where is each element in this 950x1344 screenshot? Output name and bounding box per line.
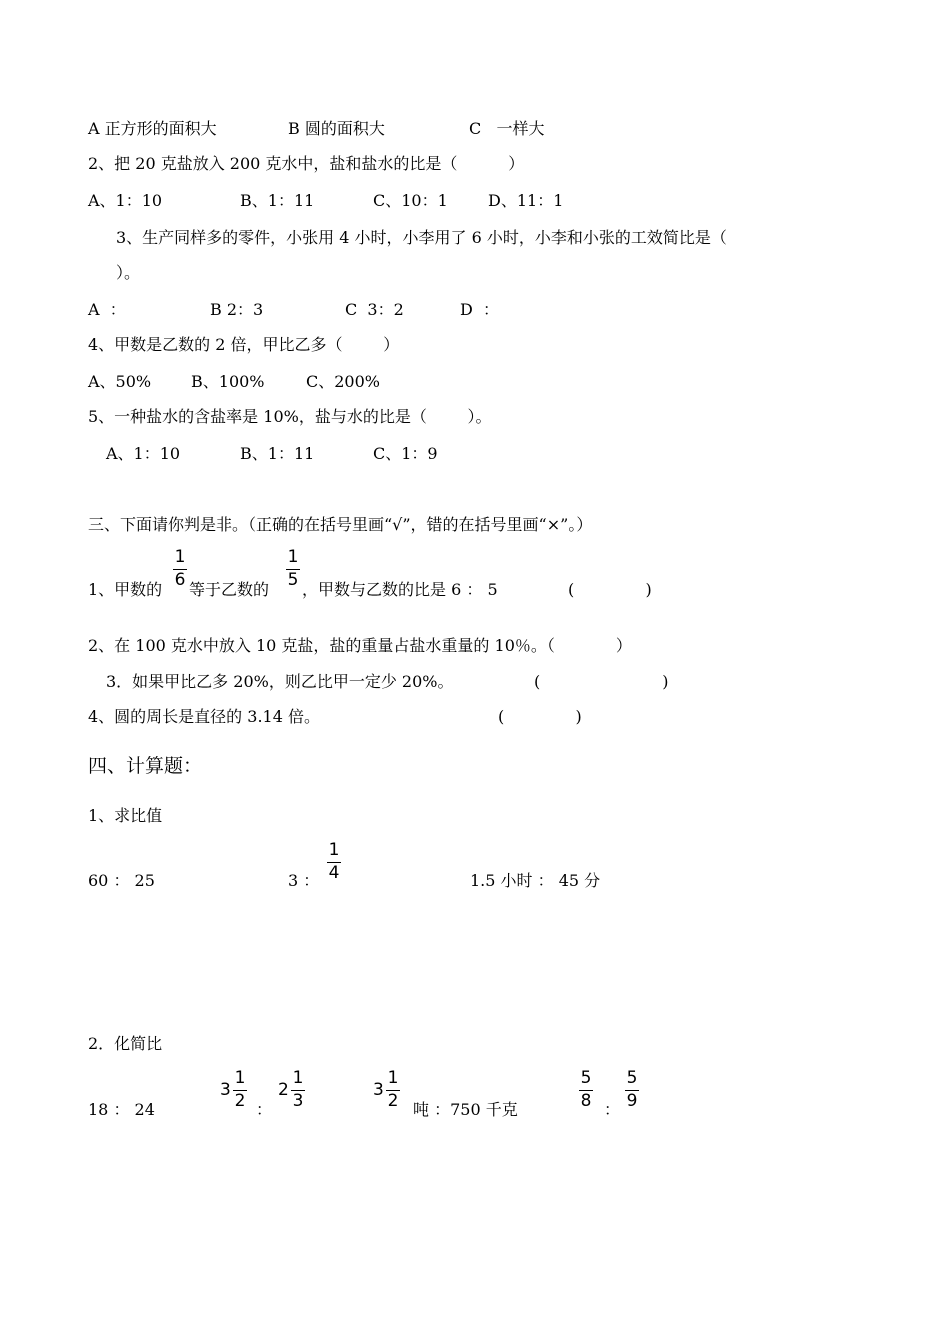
q5-stem: 5、一种盐水的含盐率是 10%，盐与水的比是（ ）。 <box>88 407 492 426</box>
q2-option-b: B、1：11 <box>240 191 315 210</box>
s3-item2: 2、在 100 克水中放入 10 克盐，盐的重量占盐水重量的 10％。（ ） <box>88 636 632 655</box>
ratio-exercise-2-fraction <box>327 842 341 882</box>
fraction-numerator: 1 <box>292 1068 304 1088</box>
fraction-denominator: 6 <box>174 570 186 590</box>
mixed-number-fraction <box>386 1070 400 1110</box>
section4-sub2: 2．化简比 <box>88 1034 163 1053</box>
s3-item1-fraction2 <box>286 549 300 589</box>
mixed-number-whole: 3 <box>220 1080 231 1100</box>
q3-stem: 3、生产同样多的零件，小张用 4 小时，小李用了 6 小时，小李和小张的工效简比是（ <box>116 228 727 247</box>
mixed-number-whole: 2 <box>278 1080 289 1100</box>
simplify-exercise-1: 18 ： 24 <box>88 1100 155 1119</box>
q3-option-a: A ： <box>88 300 126 319</box>
ratio-exercise-3: 1.5 小时 ： 45 分 <box>470 871 601 890</box>
fraction-numerator: 5 <box>580 1068 592 1088</box>
s3-item1-part2: 等于乙数的 <box>189 580 270 599</box>
ratio-exercise-2-prefix: 3 ： <box>288 871 320 890</box>
q2-stem: 2、把 20 克盐放入 200 克水中，盐和盐水的比是（ ） <box>88 154 525 173</box>
simplify-exercise-4-fraction2 <box>625 1070 639 1110</box>
fraction-denominator: 3 <box>292 1091 304 1111</box>
s3-item3: 3．如果甲比乙多 20%，则乙比甲一定少 20%。 <box>106 672 454 691</box>
q4-stem: 4、甲数是乙数的 2 倍，甲比乙多（ ） <box>88 335 400 354</box>
fraction-denominator: 5 <box>287 570 299 590</box>
s3-item4-answer-paren[interactable]: ( ) <box>498 707 582 726</box>
s3-item1-part3: ，甲数与乙数的比是 6 ： 5 <box>302 580 498 599</box>
fraction-numerator: 1 <box>234 1068 246 1088</box>
ratio-exercise-1: 60 ： 25 <box>88 871 155 890</box>
q1-option-c: C 一样大 <box>469 119 545 138</box>
s3-item1-part1: 1、甲数的 <box>88 580 163 599</box>
fraction-denominator: 2 <box>387 1091 399 1111</box>
section4-title: 四、计算题： <box>88 755 203 777</box>
fraction-denominator: 2 <box>234 1091 246 1111</box>
q2-option-a: A、1：10 <box>88 191 163 210</box>
q3-option-d: D ： <box>460 300 500 319</box>
section4-sub1: 1、求比值 <box>88 806 163 825</box>
s3-item4: 4、圆的周长是直径的 3.14 倍。 <box>88 707 320 726</box>
fraction-denominator: 8 <box>580 1091 592 1111</box>
q5-option-a: A、1：10 <box>106 444 181 463</box>
mixed-number-whole: 3 <box>373 1080 384 1100</box>
s3-item1-answer-paren[interactable]: ( ) <box>568 580 652 599</box>
q5-option-c: C、1：9 <box>373 444 438 463</box>
fraction-denominator: 9 <box>626 1091 638 1111</box>
q5-option-b: B、1：11 <box>240 444 315 463</box>
simplify-exercise-4-fraction1 <box>579 1070 593 1110</box>
fraction-numerator: 1 <box>174 547 186 567</box>
fraction-numerator: 1 <box>387 1068 399 1088</box>
fraction-numerator: 5 <box>626 1068 638 1088</box>
q3-option-c: C 3：2 <box>345 300 404 319</box>
mixed-number-fraction <box>291 1070 305 1110</box>
q4-option-c: C、200% <box>306 372 380 391</box>
q4-option-b: B、100% <box>191 372 265 391</box>
q2-option-c: C、10：1 <box>373 191 448 210</box>
s3-item1-fraction1 <box>173 549 187 589</box>
q4-option-a: A、50% <box>88 372 152 391</box>
fraction-numerator: 1 <box>287 547 299 567</box>
q3-stem-end: ）。 <box>116 263 141 282</box>
ratio-colon: ： <box>604 1100 621 1119</box>
simplify-exercise-3-rest: 吨 ：750 千克 <box>413 1100 518 1119</box>
ratio-colon: ： <box>256 1100 273 1119</box>
section3-title: 三、下面请你判是非。（正确的在括号里画“√”，错的在括号里画“×”。） <box>88 515 593 534</box>
fraction-denominator: 4 <box>328 863 340 883</box>
q1-option-b: B 圆的面积大 <box>288 119 385 138</box>
fraction-numerator: 1 <box>328 840 340 860</box>
q1-option-a: A 正方形的面积大 <box>88 119 217 138</box>
q2-option-d: D、11：1 <box>488 191 564 210</box>
q3-option-b: B 2：3 <box>210 300 264 319</box>
mixed-number-fraction <box>233 1070 247 1110</box>
s3-item3-answer-paren[interactable]: ( ) <box>534 672 669 691</box>
